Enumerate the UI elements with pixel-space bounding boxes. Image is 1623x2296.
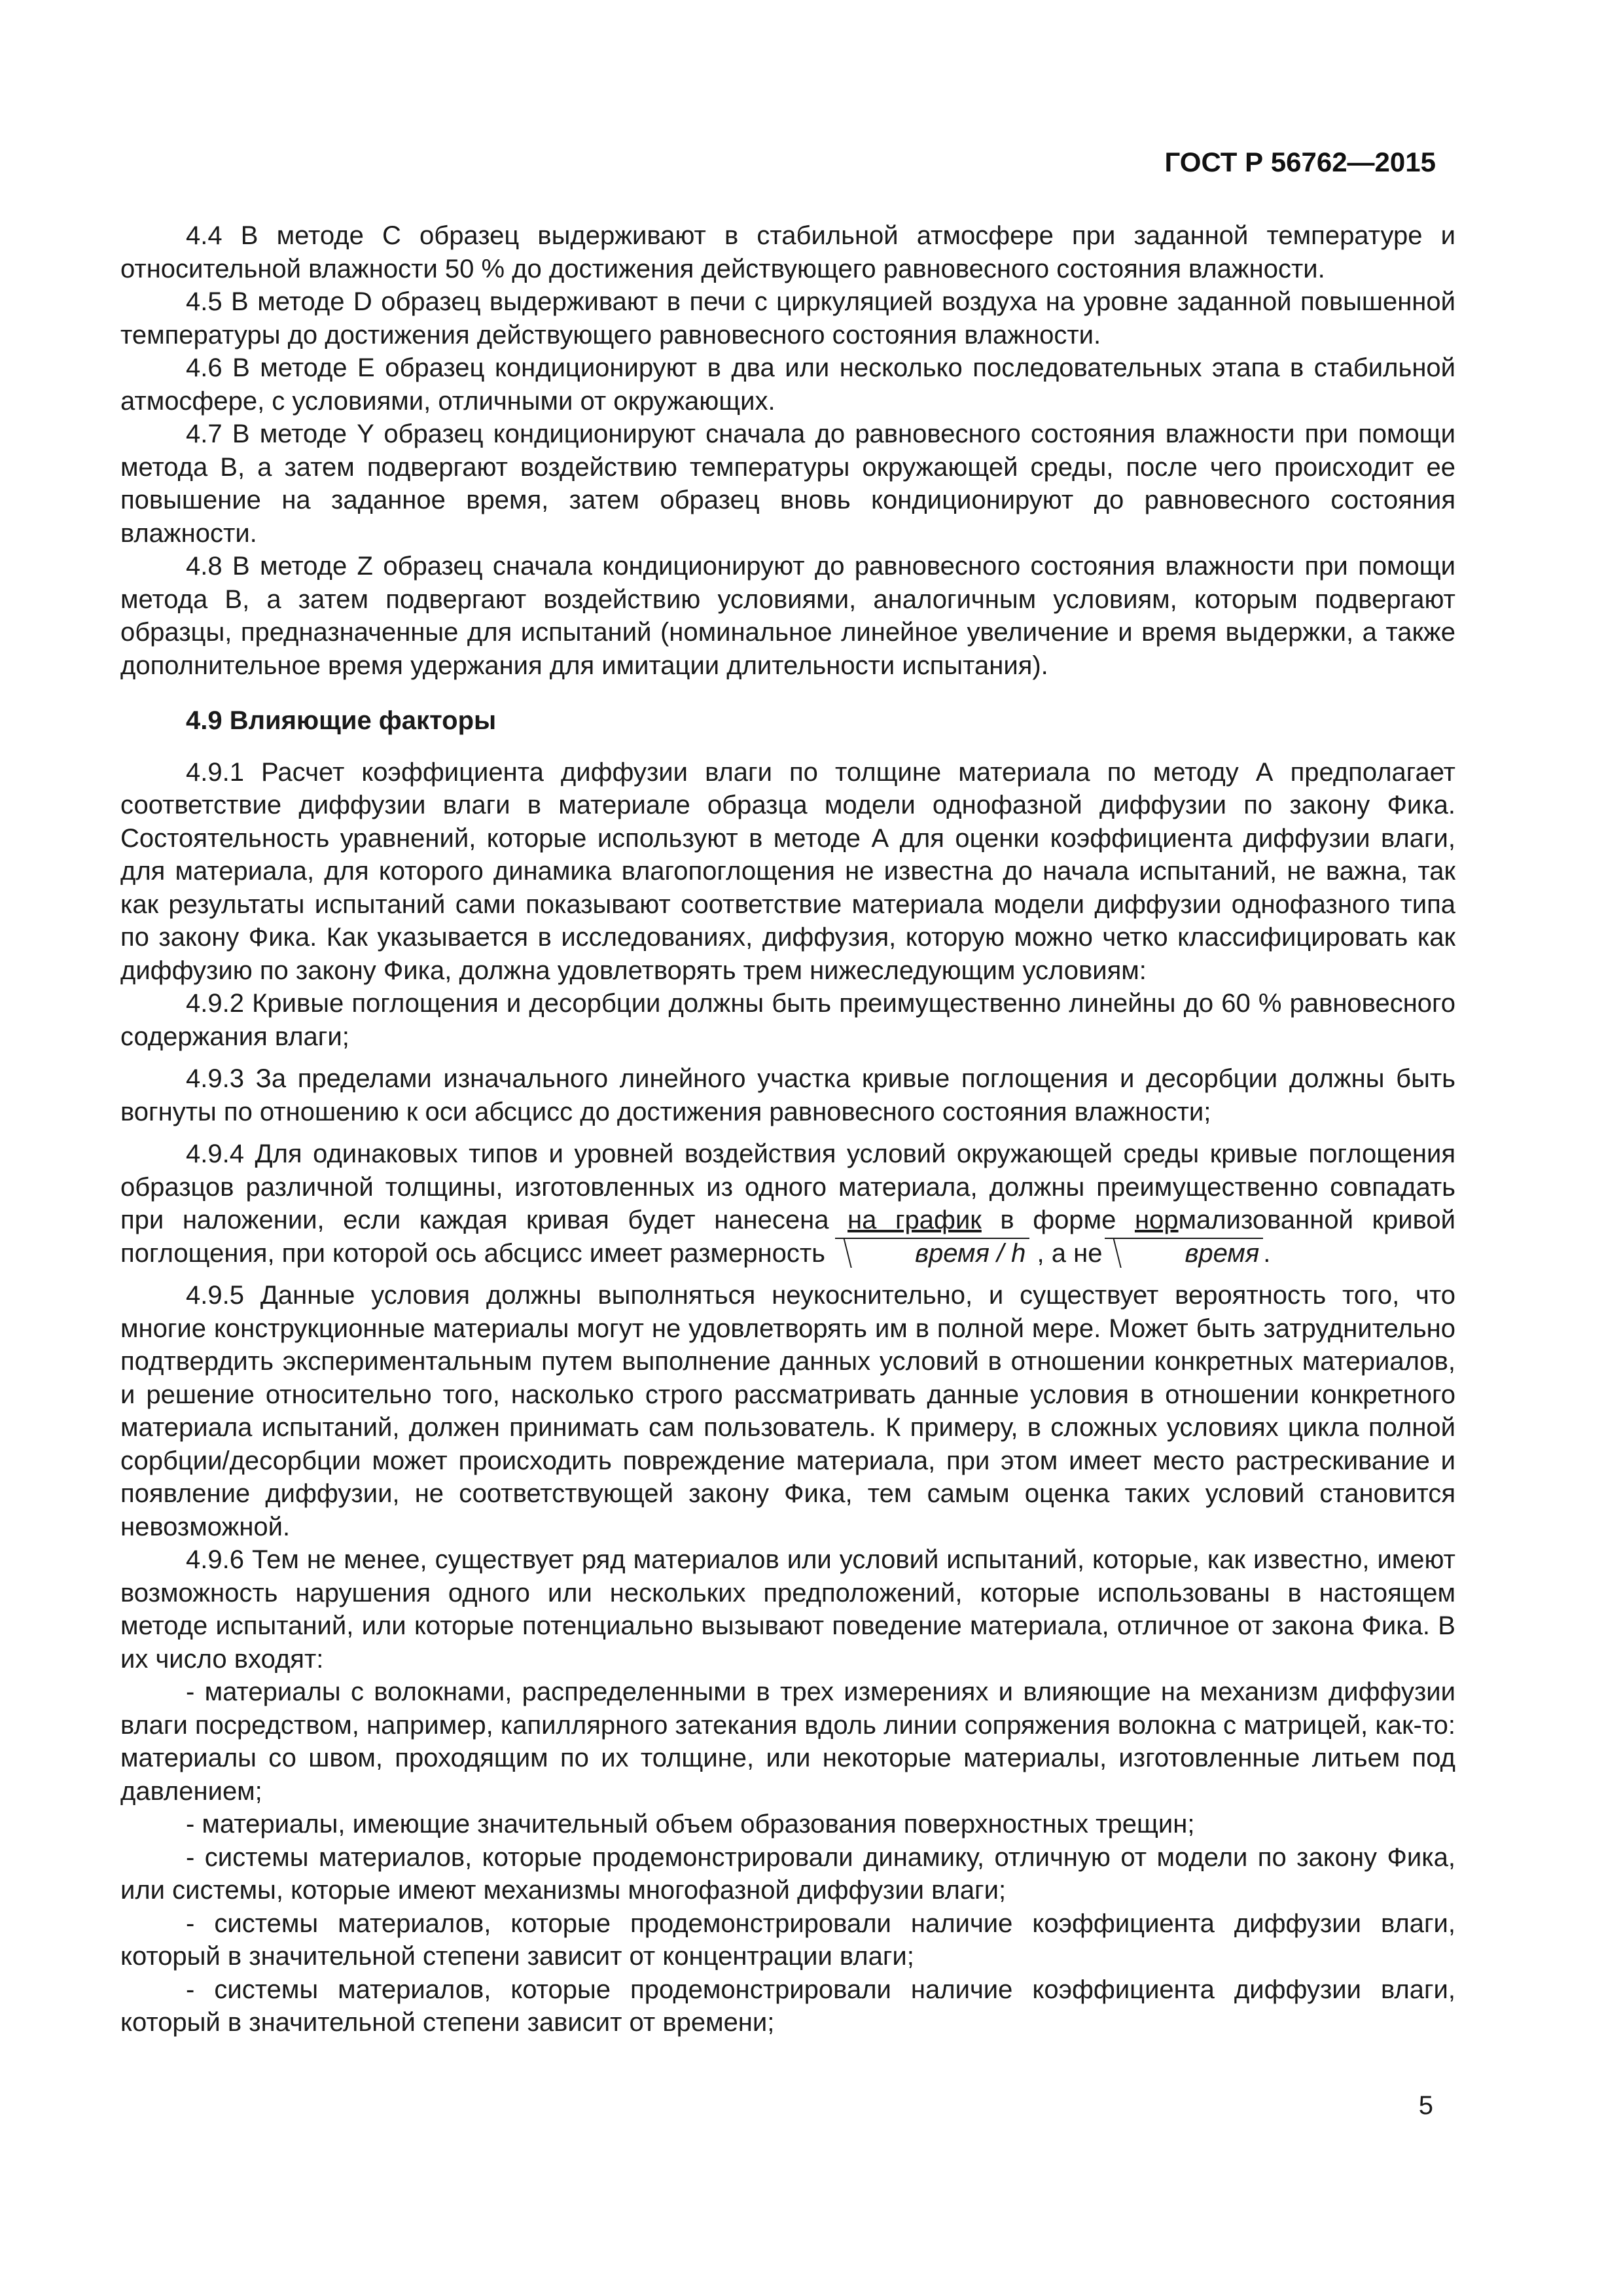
paragraph-4-6: 4.6 В методе Е образец кондиционируют в два или несколько последовательных этапа в стабильной атмосфере, с условиями, отличными от окружающих. [120, 353, 1455, 416]
list-item: - материалы, имеющие значительный объем образования поверхностных трещин; [186, 1810, 1195, 1839]
sqrt-formula-time: время [1105, 1238, 1263, 1268]
paragraph-4-7: 4.7 В методе Y образец кондиционируют сначала до равновесного состояния влажности при помощи метода В, а затем подвергают воздействию температуры окружающей среды, после чего происходит ее повышение на заданное время, затем образец вновь кондиционируют до равновесного состояния влажности. [120, 420, 1455, 548]
paragraph-4-9-5: 4.9.5 Данные условия должны выполняться неукоснительно, и существует вероятность того, что многие конструкционные материалы могут не удовлетворять им в полной мере. Может быть затруднительно подтвердить экспериментальным путем выполнение данных условий в отношении конкретных материалов, и решение относительно того, насколько строго рассматривать данные условия в отношении конкретного материала испытаний, должен принимать сам пользователь. К примеру, в сложных условиях цикла полной сорбции/десорбции может происходить повреждение материала, при этом имеет место растрескивание и появление диффузии, не соответствующей закону Фика, тем самым оценка таких условий становится невозможной. [120, 1281, 1455, 1541]
paragraph-4-9-3: 4.9.3 За пределами изначального линейного участка кривые поглощения и десорбции должны быть вогнуты по отношению к оси абсцисс до достижения равновесного состояния влажности; [120, 1064, 1455, 1126]
paragraph-4-9-4-text-e: . [1263, 1238, 1271, 1268]
page-number: 5 [1418, 2091, 1433, 2120]
paragraph-4-9-1: 4.9.1 Расчет коэффициента диффузии влаги по толщине материала по методу А предполагает соответствие диффузии влаги в материале образца модели однофазной диффузии по закону Фика. Состоятельность уравнений, которые используют в методе А для оценки коэффициента диффузии влаги, для материала, для которого динамика влагопоглощения не известна до начала испытаний, не важна, так как результаты испытаний сами показывают соответствие материала модели диффузии однофазного типа по закону Фика. Как указывается в исследованиях, диффузия, которую можно четко классифицировать как диффузию по закону Фика, должна удовлетворять трем нижеследующим условиям: [120, 757, 1455, 985]
list-item: - системы материалов, которые продемонстрировали динамику, отличную от модели по закону Фика, или системы, которые имеют механизмы многофазной диффузии влаги; [120, 1842, 1455, 1905]
underlined-text-nor: нор [1134, 1206, 1179, 1234]
list-item: - системы материалов, которые продемонстрировали наличие коэффициента диффузии влаги, который в значительной степени зависит от времени; [120, 1975, 1455, 2037]
paragraph-4-4: 4.4 В методе С образец выдерживают в стабильной атмосфере при заданной температуре и относительной влажности 50 % до достижения действующего равновесного состояния влажности. [120, 221, 1455, 283]
paragraph-4-9-4-text-d: , а не [1029, 1238, 1103, 1268]
list-item: - системы материалов, которые продемонстрировали наличие коэффициента диффузии влаги, который в значительной степени зависит от концентрации влаги; [120, 1909, 1455, 1971]
document-header: ГОСТ Р 56762—2015 [1164, 147, 1436, 177]
paragraph-4-9-4-text-c: мализованной кривой поглощения, при которой ось абсцисс имеет размерность [120, 1206, 1455, 1268]
paragraph-4-5: 4.5 В методе D образец выдерживают в печи с циркуляцией воздуха на уровне заданной повышенной температуры до достижения действующего равновесного состояния влажности. [120, 287, 1455, 350]
paragraph-4-9-4-text-a: 4.9.4 Для одинаковых типов и уровней воздействия условий окружающей среды кривые поглощения образцов различной толщины, изготовленных из одного материала, должны преимущественно совпадать при наложении, если каждая кривая будет нанесена [120, 1139, 1455, 1234]
list-item: - материалы с волокнами, распределенными в трех измерениях и влияющие на механизм диффузии влаги посредством, например, капиллярного затекания вдоль линии сопряжения волокна с матрицей, как-то: материалы со швом, проходящим по их толщине, или некоторые материалы, изготовленные литьем под давлением; [120, 1677, 1455, 1806]
paragraph-4-9-4-text-b: в форме [981, 1206, 1135, 1234]
paragraph-4-9-2: 4.9.2 Кривые поглощения и десорбции должны быть преимущественно линейны до 60 % равновесного содержания влаги; [120, 989, 1455, 1051]
sqrt-formula-time-over-h: время / h [835, 1238, 1029, 1268]
paragraph-4-9-4 [120, 1138, 1455, 1270]
underlined-text-graph: на график [847, 1206, 982, 1234]
section-title-4-9: 4.9 Влияющие факторы [186, 706, 497, 735]
document-body [120, 219, 1455, 2039]
paragraph-4-9-6: 4.9.6 Тем не менее, существует ряд материалов или условий испытаний, которые, как известно, имеют возможность нарушения одного или нескольких предположений, которые использованы в настоящем методе испытаний, или которые потенциально вызывают поведение материала, отличное от закона Фика. В их число входят: [120, 1545, 1455, 1674]
paragraph-4-8: 4.8 В методе Z образец сначала кондиционируют до равновесного состояния влажности при помощи метода В, а затем подвергают воздействию условиями, аналогичным условиям, которым подвергают образцы, предназначенные для испытаний (номинальное линейное увеличение и время выдержки, а также дополнительное время удержания для имитации длительности испытания). [120, 552, 1455, 680]
